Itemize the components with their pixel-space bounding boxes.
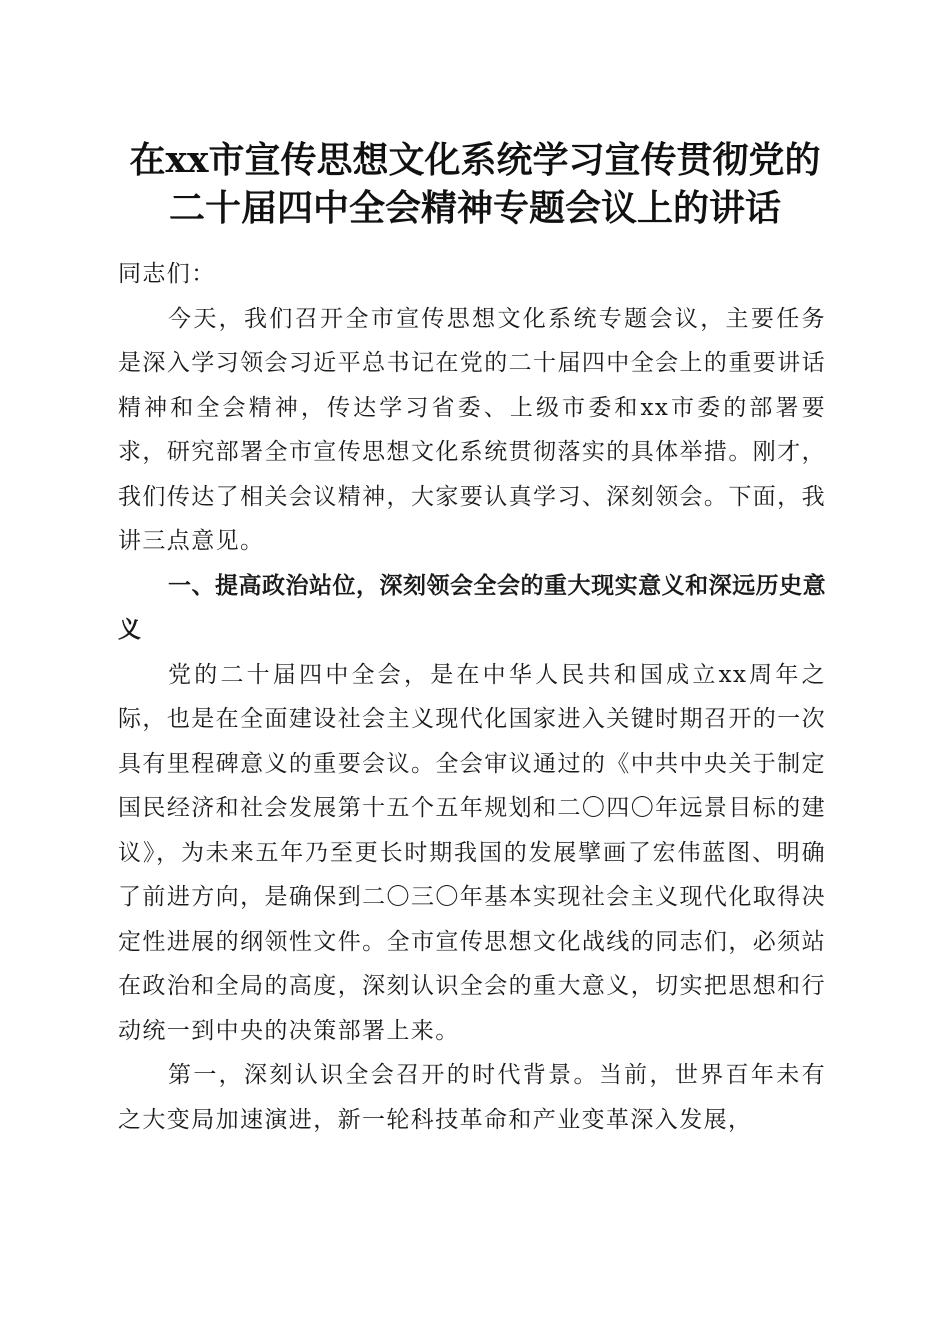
paragraph-section-1: 党的二十届四中全会，是在中华人民共和国成立xx周年之际，也是在全面建设社会主义现代化国家进入关键时期召开的一次具有里程碑意义的重要会议。全会审议通过的《中共中央关于制定国民经济和社会发展第十五个五年规划和二〇四〇年远景目标的建议》，为未来五年乃至更长时期我国的发展擘画了宏伟蓝图、明确了前进方向，是确保到二〇三〇年基本实现社会主义现代化取得决定性进展的纲领性文件。全市宣传思想文化战线的同志们，必须站在政治和全局的高度，深刻认识全会的重大意义，切实把思想和行动统一到中央的决策部署上来。 <box>118 661 826 1044</box>
document-body <box>118 252 826 1142</box>
greeting: 同志们： <box>118 261 216 287</box>
title-line-1: 在xx市宣传思想文化系统学习宣传贯彻党的 <box>129 139 821 181</box>
paragraph-point-1: 第一，深刻认识全会召开的时代背景。当前，世界百年未有之大变局加速演进，新一轮科技革命和产业变革深入发展， <box>118 1062 826 1133</box>
title-line-2: 二十届四中全会精神专题会议上的讲话 <box>168 187 781 229</box>
section-heading-1: 一、提高政治站位，深刻领会全会的重大现实意义和深远历史意义 <box>118 571 826 643</box>
paragraph-intro: 今天，我们召开全市宣传思想文化系统专题会议，主要任务是深入学习领会习近平总书记在党的二十届四中全会上的重要讲话精神和全会精神，传达学习省委、上级市委和xx市委的部署要求，研究部署全市宣传思想文化系统贯彻落实的具体举措。刚才，我们传达了相关会议精神，大家要认真学习、深刻领会。下面，我讲三点意见。 <box>118 305 826 554</box>
document-title <box>60 136 890 232</box>
